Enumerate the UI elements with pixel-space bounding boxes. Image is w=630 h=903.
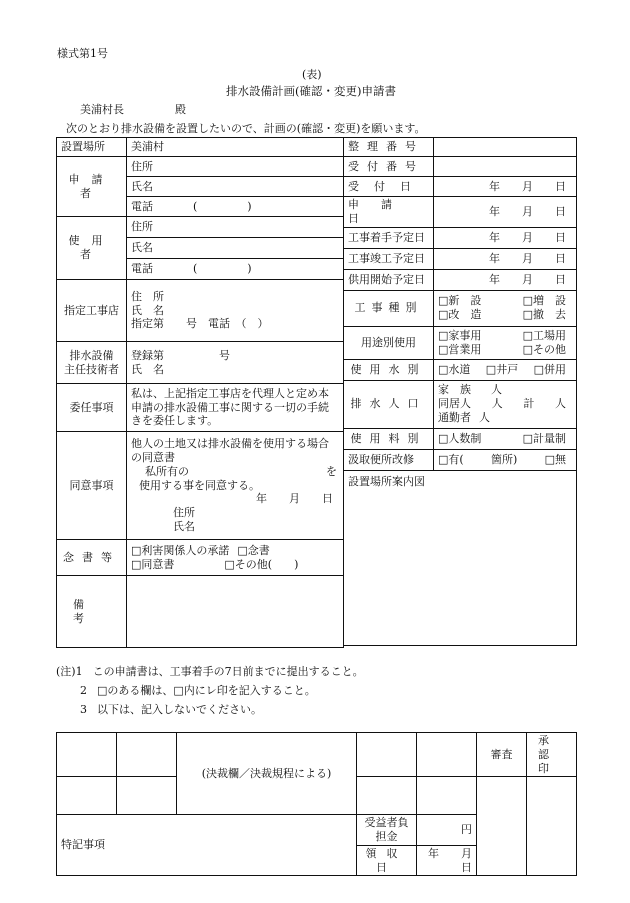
right-form-table <box>343 137 577 646</box>
applicant-name[interactable]: 氏名 <box>127 177 344 197</box>
approval-label: 承認印 <box>527 733 577 777</box>
drain-pop-label: 排水人口 <box>344 380 434 428</box>
applicant-address[interactable]: 住所 <box>127 157 344 177</box>
memo-label: 念書等 <box>57 540 127 576</box>
recv-date-label: 受付日 <box>344 177 434 197</box>
applicant-label: 申請者 <box>57 157 127 217</box>
toilet-label: 汲取便所改修 <box>344 449 434 470</box>
service-date-value[interactable]: 年 月 日 <box>434 269 577 290</box>
addressee: 美浦村長 <box>80 103 124 116</box>
location-label: 設置場所 <box>57 138 127 157</box>
applicant-phone[interactable]: 電話 ( ) <box>127 197 344 217</box>
apply-date-label: 申請日 <box>344 197 434 228</box>
work-type-label: 工事種別 <box>344 290 434 326</box>
delegate-text: 私は、上記指定工事店を代理人と定め本申請の排水設備工事に関する一切の手続きを委任します。 <box>127 384 344 432</box>
water-label: 使用水別 <box>344 359 434 380</box>
reg-no-label: 整理番号 <box>344 138 434 157</box>
delegate-label: 委任事項 <box>57 384 127 432</box>
finish-date-label: 工事竣工予定日 <box>344 248 434 269</box>
finish-date-value[interactable]: 年 月 日 <box>434 248 577 269</box>
decision-box-1b[interactable] <box>57 777 117 815</box>
approval-stamp[interactable] <box>527 777 577 876</box>
office-use-table <box>56 732 577 876</box>
note-1: (注)1 この申請書は、工事着手の7日前までに提出すること。 <box>56 665 364 678</box>
form-number: 様式第1号 <box>57 47 108 60</box>
intro-text: 次のとおり排水設備を設置したいので、計画の(確認・変更)を願います。 <box>66 122 426 135</box>
drain-pop-values[interactable]: 家 族 人 同居人 人 計 人 通勤者 人 <box>434 380 577 428</box>
honorific: 殿 <box>175 103 186 116</box>
received-date[interactable]: 年 月 日 <box>417 845 477 876</box>
work-type-options[interactable]: □新 設 □増 設 □改 造 □撤 去 <box>434 290 577 326</box>
start-date-label: 工事着手予定日 <box>344 227 434 248</box>
user-name[interactable]: 氏名 <box>127 238 344 259</box>
map-label: 設置場所案内図 <box>348 474 425 488</box>
remarks-cell[interactable] <box>127 576 344 648</box>
decision-box-3b[interactable] <box>357 777 417 815</box>
review-stamp[interactable] <box>477 777 527 876</box>
remarks-label: 備考 <box>57 576 127 648</box>
engineer-cell[interactable]: 登録第 号 氏 名 <box>127 342 344 384</box>
decision-box-4a[interactable] <box>417 733 477 777</box>
contractor-cell[interactable]: 住 所 氏 名 指定第 号 電話 （ ） <box>127 280 344 342</box>
user-phone[interactable]: 電話 ( ) <box>127 259 344 280</box>
decision-label: (決裁欄／決裁規程による) <box>177 733 357 815</box>
burden-value[interactable]: 円 <box>417 815 477 846</box>
recv-no-value[interactable] <box>434 157 577 177</box>
decision-box-4b[interactable] <box>417 777 477 815</box>
start-date-value[interactable]: 年 月 日 <box>434 227 577 248</box>
reg-no-value[interactable] <box>434 138 577 157</box>
toilet-options[interactable]: □有( 箇所) □無 <box>434 449 577 470</box>
decision-box-3a[interactable] <box>357 733 417 777</box>
note-3: 3 以下は、記入しないでください。 <box>80 703 262 716</box>
consent-cell[interactable]: 他人の土地又は排水設備を使用する場合の同意書 私所有の を 使用する事を同意する。 年 月 日 住所 氏名 <box>127 432 344 540</box>
note-2: 2 □のある欄は、□内にレ印を記入すること。 <box>80 684 316 697</box>
left-form-table <box>56 137 344 648</box>
recv-no-label: 受付番号 <box>344 157 434 177</box>
burden-label: 受益者負担金 <box>357 815 417 846</box>
user-label: 使用者 <box>57 217 127 280</box>
location-value[interactable]: 美浦村 <box>127 138 344 157</box>
decision-box-2a[interactable] <box>117 733 177 777</box>
use-purpose-options[interactable]: □家事用 □工場用 □営業用 □その他 <box>434 326 577 359</box>
recv-date-value[interactable]: 年 月 日 <box>434 177 577 197</box>
consent-label: 同意事項 <box>57 432 127 540</box>
form-side: (表) <box>302 68 322 81</box>
map-cell[interactable] <box>344 470 577 645</box>
review-label: 審査 <box>477 733 527 777</box>
fee-label: 使用料別 <box>344 428 434 449</box>
special-notes[interactable]: 特記事項 <box>57 815 357 876</box>
decision-box-1a[interactable] <box>57 733 117 777</box>
service-date-label: 供用開始予定日 <box>344 269 434 290</box>
engineer-label: 排水設備 主任技術者 <box>57 342 127 384</box>
use-purpose-label: 用途別使用 <box>344 326 434 359</box>
water-options[interactable]: □水道 □井戸 □併用 <box>434 359 577 380</box>
contractor-label: 指定工事店 <box>57 280 127 342</box>
fee-options[interactable]: □人数制 □計量制 <box>434 428 577 449</box>
memo-cell[interactable]: □利害関係人の承諾 □念書 □同意書 □その他( ) <box>127 540 344 576</box>
form-title: 排水設備計画(確認・変更)申請書 <box>226 84 396 98</box>
apply-date-value[interactable]: 年 月 日 <box>434 197 577 228</box>
user-address[interactable]: 住所 <box>127 217 344 238</box>
received-label: 領収日 <box>357 845 417 876</box>
decision-box-2b[interactable] <box>117 777 177 815</box>
